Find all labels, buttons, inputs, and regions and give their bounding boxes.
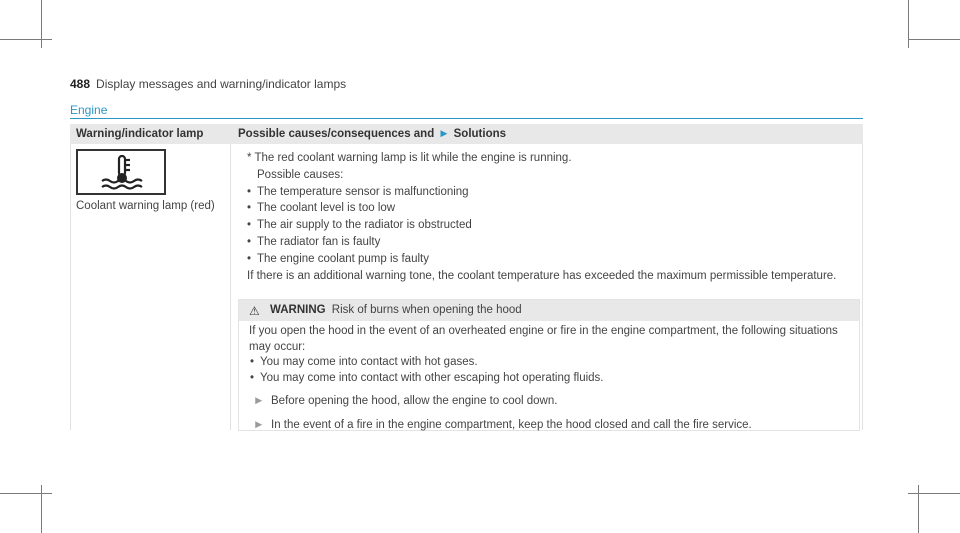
list-item: • The coolant level is too low [238, 200, 858, 217]
step-arrow-icon: ► [253, 395, 265, 407]
list-item: • The temperature sensor is malfunctioning [238, 184, 858, 201]
intro-text: * The red coolant warning lamp is lit while the engine is running. [247, 152, 572, 164]
instruction-step: ► Before opening the hood, allow the engine to cool down. [249, 394, 849, 410]
warning-header [239, 300, 859, 321]
additional-info: If there is an additional warning tone, the coolant temperature has exceeded the maximum permissible temperature. [247, 269, 837, 282]
arrow-icon: ► [438, 128, 450, 140]
list-item: • The air supply to the radiator is obstructed [238, 217, 858, 234]
causes-label: Possible causes: [257, 168, 344, 181]
table-divider [230, 144, 231, 430]
crop-mark [0, 39, 52, 40]
chapter-title: Display messages and warning/indicator lamps [96, 77, 347, 91]
warning-triangle-icon: ⚠ [249, 304, 260, 318]
warning-text: If you open the hood in the event of an overheated engine or fire in the engine compartment, the following situations may occur: [249, 325, 838, 353]
table-border-left [70, 144, 71, 430]
instruction-step: ► In the event of a fire in the engine compartment, keep the hood closed and call the fire service. [249, 418, 849, 434]
instruction-steps [249, 394, 849, 433]
running-header [70, 77, 346, 91]
list-item: • You may come into contact with hot gases. [249, 355, 849, 371]
table-header [70, 124, 863, 144]
warning-body [249, 324, 849, 441]
warning-label: WARNING [270, 304, 326, 316]
crop-mark [908, 39, 960, 40]
table-border-right [862, 144, 863, 430]
crop-mark [908, 493, 960, 494]
crop-mark [908, 0, 909, 48]
step-arrow-icon: ► [253, 418, 265, 431]
column-header-lamp: Warning/indicator lamp [76, 128, 204, 140]
section-divider [70, 118, 863, 119]
coolant-temperature-icon [76, 149, 166, 195]
lamp-label: Coolant warning lamp (red) [76, 200, 215, 212]
warning-box [238, 299, 860, 431]
column-header-causes: Possible causes/consequences and ► Solutions [238, 128, 507, 140]
list-item: • You may come into contact with other escaping hot operating fluids. [249, 371, 849, 387]
crop-mark [0, 493, 52, 494]
warning-list [249, 355, 849, 386]
list-item: • The radiator fan is faulty [238, 234, 858, 251]
causes-list [238, 184, 858, 268]
warning-lamp-table [70, 124, 863, 430]
crop-mark [41, 0, 42, 48]
page-number: 488 [70, 77, 91, 91]
causes-content [238, 150, 858, 284]
warning-title: WARNING Risk of burns when opening the hood [270, 304, 522, 316]
list-item: • The engine coolant pump is faulty [238, 251, 858, 268]
section-title: Engine [70, 103, 108, 117]
